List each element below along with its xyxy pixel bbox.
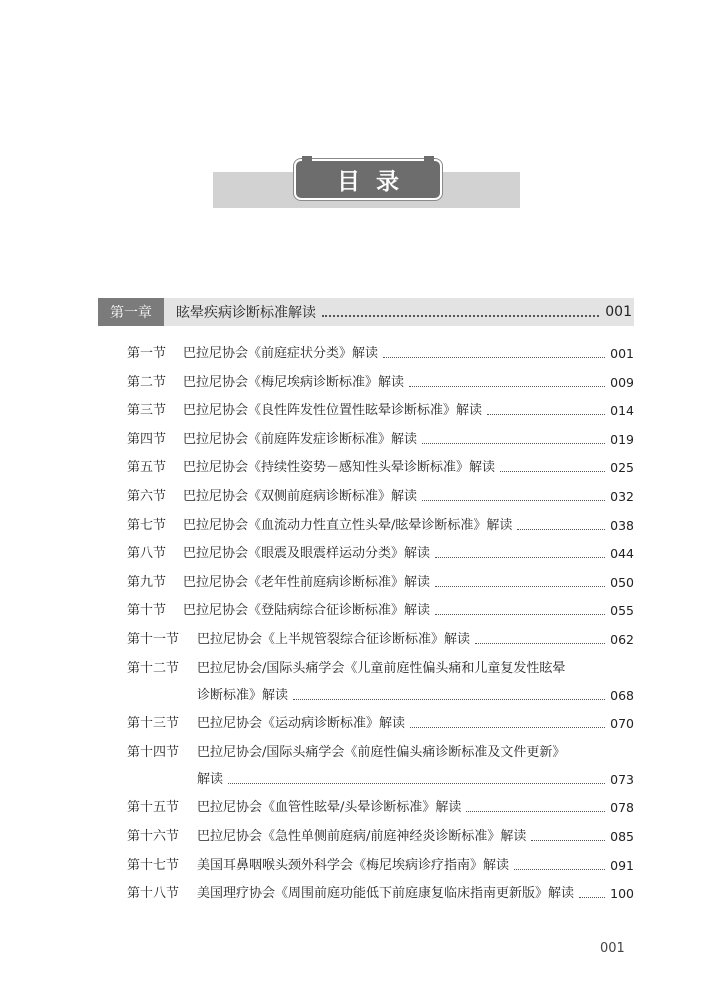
section-body <box>197 659 634 706</box>
section-number: 第六节 <box>127 488 167 504</box>
toc-entry[interactable] <box>127 430 634 450</box>
toc-entry[interactable] <box>127 601 634 621</box>
chapter-title: 眩晕疾病诊断标准解读 <box>176 305 316 321</box>
section-body <box>197 856 634 876</box>
section-number: 第十二节 <box>127 660 180 676</box>
section-number: 第七节 <box>127 517 167 533</box>
section-title: 巴拉尼协会《眼震及眼震样运动分类》解读 <box>183 546 431 562</box>
section-title: 巴拉尼协会《前庭症状分类》解读 <box>183 346 379 361</box>
section-body <box>197 798 634 818</box>
toc-entry[interactable] <box>127 743 634 790</box>
toc-title-plate <box>296 161 440 198</box>
dot-leader <box>383 357 605 358</box>
section-body <box>183 516 634 536</box>
section-title: 巴拉尼协会《血管性眩晕/头晕诊断标准》解读 <box>197 800 462 816</box>
section-page-number: 038 <box>610 517 634 533</box>
toc-entry[interactable] <box>127 344 634 364</box>
section-page-number: 091 <box>610 857 634 873</box>
section-page-number: 100 <box>610 886 634 902</box>
footer-page-number: 001 <box>600 941 625 956</box>
dot-leader <box>228 783 605 784</box>
toc-entry[interactable] <box>127 573 634 593</box>
toc-entry[interactable] <box>127 659 634 706</box>
section-body <box>183 487 634 507</box>
chapter-page-number: 001 <box>605 304 632 320</box>
section-page-number: 001 <box>610 346 634 361</box>
toc-entry[interactable] <box>127 630 634 650</box>
chapter-row[interactable] <box>98 298 634 326</box>
section-page-number: 070 <box>610 716 634 732</box>
section-title: 巴拉尼协会《上半规管裂综合征诊断标准》解读 <box>197 631 471 647</box>
chapter-number: 第一章 <box>98 298 164 326</box>
section-page-number: 078 <box>610 800 634 816</box>
section-title: 巴拉尼协会《血流动力性直立性头晕/眩晕诊断标准》解读 <box>183 517 513 533</box>
section-title: 巴拉尼协会《梅尼埃病诊断标准》解读 <box>183 374 405 390</box>
section-page-number: 019 <box>610 431 634 447</box>
section-body <box>183 401 634 421</box>
dot-leader <box>466 811 605 812</box>
section-body <box>183 373 634 393</box>
section-body <box>197 743 634 790</box>
section-number: 第三节 <box>127 403 167 419</box>
section-body <box>183 601 634 621</box>
section-title-continued: 解读 <box>197 771 224 787</box>
toc-entry[interactable] <box>127 798 634 818</box>
section-page-number: 085 <box>610 828 634 844</box>
toc-entry[interactable] <box>127 884 634 904</box>
section-number: 第八节 <box>127 546 167 562</box>
section-page-number: 014 <box>610 403 634 419</box>
dot-leader <box>409 386 605 387</box>
dot-leader <box>579 897 605 898</box>
toc-entry[interactable] <box>127 458 634 478</box>
section-title: 巴拉尼协会《登陆病综合征诊断标准》解读 <box>183 603 431 619</box>
toc-entry[interactable] <box>127 487 634 507</box>
section-number: 第十一节 <box>127 631 180 647</box>
dot-leader <box>487 414 605 415</box>
plate-ear-right <box>424 156 434 164</box>
section-title: 巴拉尼协会《双侧前庭病诊断标准》解读 <box>183 488 418 504</box>
section-title: 巴拉尼协会/国际头痛学会《儿童前庭性偏头痛和儿童复发性眩晕 <box>197 660 566 676</box>
toc-entry[interactable] <box>127 544 634 564</box>
section-number: 第九节 <box>127 574 167 590</box>
section-number: 第一节 <box>127 346 167 361</box>
section-title-continued: 诊断标准》解读 <box>197 687 289 703</box>
section-page-number: 062 <box>610 631 634 647</box>
dot-leader <box>475 643 605 644</box>
section-page-number: 068 <box>610 687 634 703</box>
dot-leader <box>500 471 605 472</box>
dot-leader <box>517 529 605 530</box>
section-title: 巴拉尼协会/国际头痛学会《前庭性偏头痛诊断标准及文件更新》 <box>197 744 566 760</box>
section-page-number: 009 <box>610 374 634 390</box>
dot-leader <box>422 500 605 501</box>
section-number: 第十四节 <box>127 744 180 760</box>
section-title: 巴拉尼协会《良性阵发性位置性眩晕诊断标准》解读 <box>183 403 483 419</box>
dot-leader <box>531 840 605 841</box>
section-number: 第十节 <box>127 603 167 619</box>
section-title: 美国耳鼻咽喉头颈外科学会《梅尼埃病诊疗指南》解读 <box>197 857 510 873</box>
toc-entry[interactable] <box>127 516 634 536</box>
section-title: 巴拉尼协会《老年性前庭病诊断标准》解读 <box>183 574 431 590</box>
section-number: 第四节 <box>127 431 167 447</box>
dot-leader <box>435 614 605 615</box>
section-page-number: 055 <box>610 603 634 619</box>
toc-entry[interactable] <box>127 401 634 421</box>
dot-leader <box>293 699 605 700</box>
section-body <box>183 430 634 450</box>
section-number: 第十八节 <box>127 886 180 902</box>
section-number: 第十三节 <box>127 716 180 732</box>
section-body <box>183 344 634 364</box>
section-page-number: 025 <box>610 460 634 476</box>
section-body <box>197 630 634 650</box>
section-body <box>183 544 634 564</box>
toc-entry[interactable] <box>127 827 634 847</box>
section-title: 巴拉尼协会《持续性姿势－感知性头晕诊断标准》解读 <box>183 460 496 476</box>
section-number: 第十六节 <box>127 828 180 844</box>
section-title: 美国理疗协会《周围前庭功能低下前庭康复临床指南更新版》解读 <box>197 886 575 902</box>
dot-leader <box>322 315 599 317</box>
dot-leader <box>410 727 605 728</box>
dot-leader <box>422 443 605 444</box>
section-page-number: 044 <box>610 546 634 562</box>
dot-leader <box>435 586 605 587</box>
section-number: 第十七节 <box>127 857 180 873</box>
toc-title: 目录 <box>337 168 415 195</box>
toc-entry[interactable] <box>127 714 634 734</box>
section-body <box>183 573 634 593</box>
section-body <box>183 458 634 478</box>
dot-leader <box>514 869 605 870</box>
toc-entry[interactable] <box>127 856 634 876</box>
section-title: 巴拉尼协会《急性单侧前庭病/前庭神经炎诊断标准》解读 <box>197 828 527 844</box>
section-title: 巴拉尼协会《运动病诊断标准》解读 <box>197 716 406 732</box>
section-number: 第二节 <box>127 374 167 390</box>
section-number: 第五节 <box>127 460 167 476</box>
section-title: 巴拉尼协会《前庭阵发症诊断标准》解读 <box>183 431 418 447</box>
section-number: 第十五节 <box>127 800 180 816</box>
plate-ear-left <box>302 156 312 164</box>
section-body <box>197 827 634 847</box>
toc-list <box>127 344 634 913</box>
section-page-number: 073 <box>610 771 634 787</box>
section-body <box>197 884 634 904</box>
toc-entry[interactable] <box>127 373 634 393</box>
section-body <box>197 714 634 734</box>
section-page-number: 032 <box>610 488 634 504</box>
dot-leader <box>435 557 605 558</box>
section-page-number: 050 <box>610 574 634 590</box>
